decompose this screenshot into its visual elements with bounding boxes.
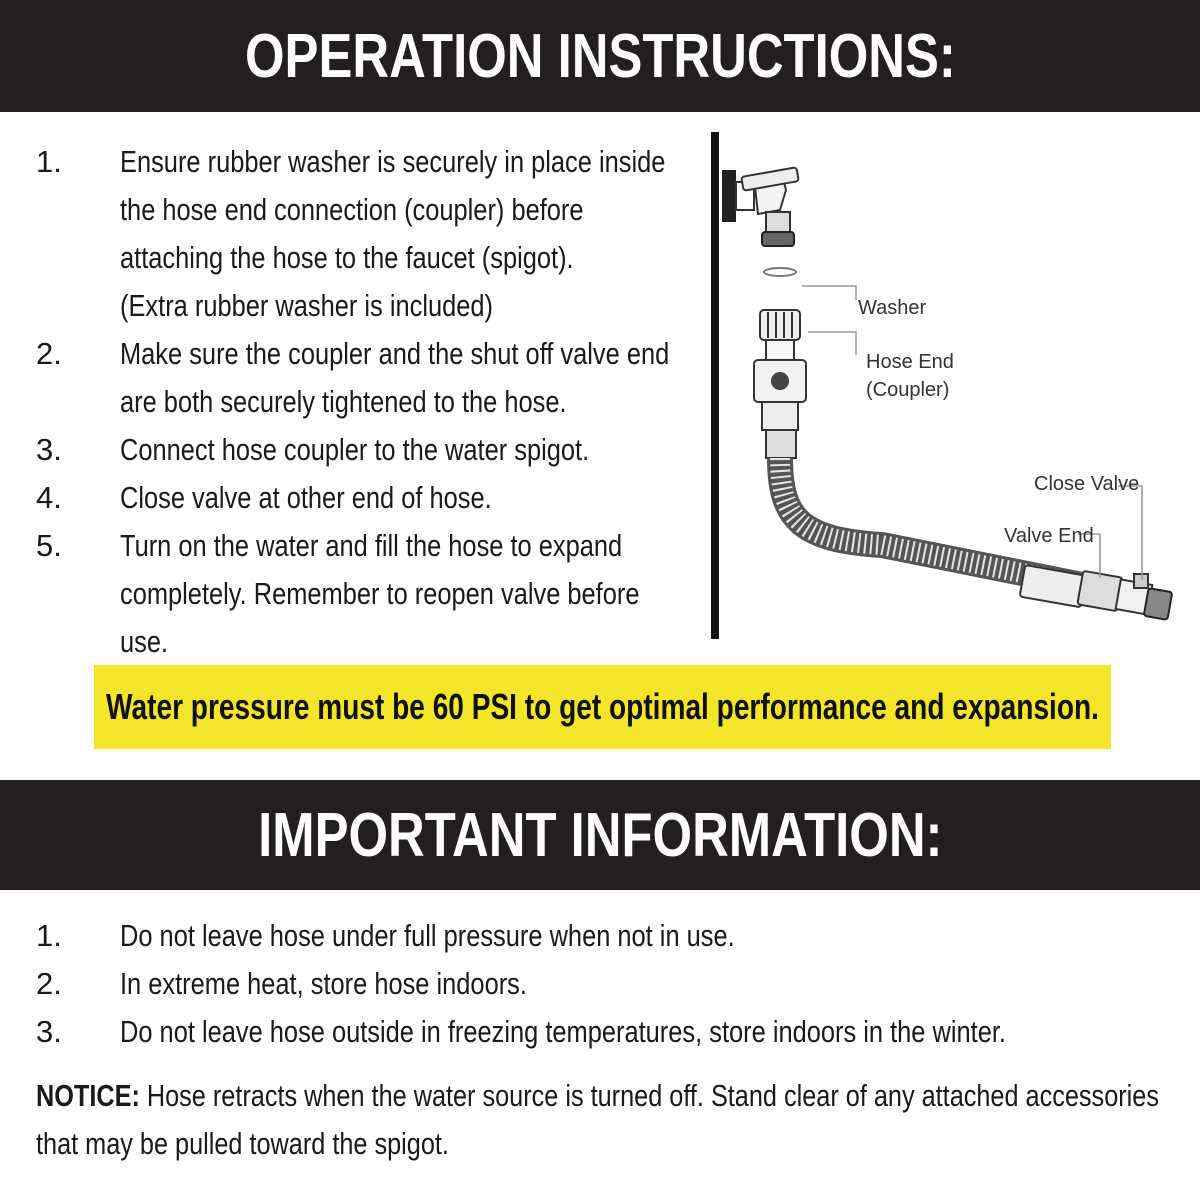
coupler-icon	[754, 310, 806, 458]
step-text	[120, 960, 1104, 1008]
notice-line-2: that may be pulled toward the spigot.	[36, 1126, 449, 1161]
operation-instructions-title: OPERATION INSTRUCTIONS:	[244, 21, 956, 91]
step-text	[120, 522, 694, 666]
pressure-callout	[94, 665, 1111, 749]
step-number: 3.	[36, 432, 62, 467]
step-number: 2.	[36, 336, 62, 371]
step-text	[120, 474, 694, 522]
washer-label: Washer	[858, 297, 927, 319]
operation-instructions-banner	[0, 0, 1200, 112]
coupler-label-sub: (Coupler)	[866, 379, 950, 401]
washer-icon	[764, 268, 796, 276]
step-line: (Extra rubber washer is included)	[120, 288, 493, 323]
step-line: Connect hose coupler to the water spigot.	[120, 432, 590, 467]
vertical-divider	[711, 132, 719, 639]
step-number: 4.	[36, 480, 62, 515]
step-text	[120, 138, 694, 330]
important-info-list	[36, 912, 1166, 1056]
step-line: Make sure the coupler and the shut off valve end	[120, 336, 670, 371]
step-text	[120, 912, 1104, 960]
coupler-label: Hose End	[866, 351, 954, 373]
step-line: Close valve at other end of hose.	[120, 480, 492, 515]
list-item	[36, 138, 726, 330]
step-number: 1.	[36, 918, 62, 953]
step-line: Ensure rubber washer is securely in place inside	[120, 144, 666, 179]
step-number: 3.	[36, 1014, 62, 1049]
pressure-callout-text: Water pressure must be 60 PSI to get optimal performance and expansion.	[106, 686, 1099, 727]
step-line: completely. Remember to reopen valve before use.	[120, 576, 640, 659]
list-item	[36, 960, 1166, 1008]
operation-steps-list	[36, 138, 726, 666]
step-number: 2.	[36, 966, 62, 1001]
step-line: Do not leave hose under full pressure when not in use.	[120, 918, 735, 953]
valve-end-label: Valve End	[1004, 525, 1094, 547]
step-line: are both securely tightened to the hose.	[120, 384, 567, 419]
list-item	[36, 426, 726, 474]
notice-line-1: Hose retracts when the water source is turned off. Stand clear of any attached accessories	[139, 1078, 1159, 1113]
notice-label: NOTICE:	[36, 1078, 140, 1113]
step-line: Turn on the water and fill the hose to expand	[120, 528, 623, 563]
list-item	[36, 474, 726, 522]
list-item	[36, 330, 726, 426]
step-line: In extreme heat, store hose indoors.	[120, 966, 527, 1001]
close-valve-label: Close Valve	[1034, 473, 1140, 495]
step-line: the hose end connection (coupler) before	[120, 192, 584, 227]
list-item	[36, 1008, 1166, 1056]
notice-paragraph	[36, 1072, 1177, 1168]
step-text	[120, 330, 694, 426]
hose-diagram	[722, 150, 1192, 630]
step-text	[120, 1008, 1104, 1056]
list-item	[36, 522, 726, 666]
important-information-title: IMPORTANT INFORMATION:	[257, 800, 943, 870]
step-line: attaching the hose to the faucet (spigot).	[120, 240, 574, 275]
valve-end-icon	[1020, 565, 1173, 620]
step-number: 5.	[36, 528, 62, 563]
important-information-banner	[0, 780, 1200, 890]
list-item	[36, 912, 1166, 960]
step-text	[120, 426, 694, 474]
step-line: Do not leave hose outside in freezing temperatures, store indoors in the winter.	[120, 1014, 1006, 1049]
spigot-icon	[722, 167, 799, 246]
step-number: 1.	[36, 144, 62, 179]
